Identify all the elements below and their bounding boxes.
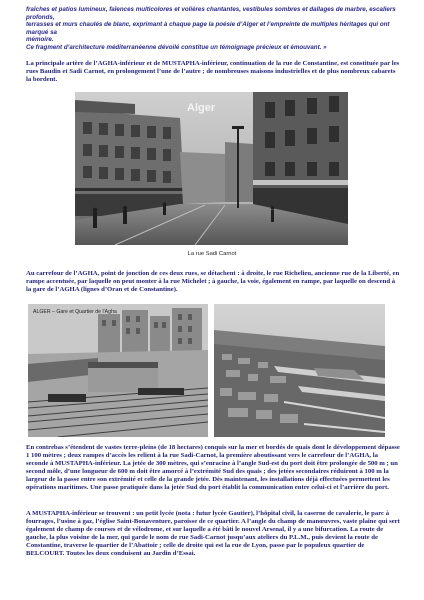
photo-caption: La rue Sadi Carnot	[187, 251, 237, 257]
photo-caption-text: ALGER – Gare et Quartier de l'Agha	[33, 309, 117, 315]
intro-quote	[26, 6, 404, 52]
intro-line: fraîches et patios lumineux, faïences multicolores et volières chantantes, vestibules sombres et dallages de marbre, escaliers profonds,	[26, 6, 396, 21]
street-photo-illustration	[75, 92, 348, 245]
paragraph-carrefour-agha: Au carrefour de l’AGHA, point de jonction de ces deux rues, se détachent : à droite, le rue Richelieu, ancienne rue de la Liberté, en rampe accentuée, par laquelle on peut monter à la rue Michelet ; à gauche, la voie, également en rampe, par laquelle on descend à la gare de l’AGHA (lignes d’Oran et de Constantine).	[26, 270, 400, 294]
photo-aerial-port	[214, 304, 385, 437]
paragraph-mustapha-inferieur: A MUSTAPHA-inférieur se trouvent : un petit lycée (nota : futur lycée Gautier), l’hôpital civil, la caserne de cavalerie, le parc à fourrages, l’usine à gaz, l’église Saint-Bonaventure, paroisse de ce quartier. A l’angle du champ de manœuvres, vaste plaine qui sert également de champ de courses et de vélodrome, et sur laquelle a été bâti le nouvel Arsenal, il y a une bifurcation. La route de gauche, la plus voisine de la mer, qui garde le nom de rue Sadi-Carnot jusqu’aux ateliers du P.L.M., puis devient la route de Constantine, traverse le quartier de l’Abattoir ; celle de droite qui est la rue de Lyon, passe par le populeux quartier de BELCOURT. Toutes les deux conduisent au Jardin d’Essai.	[26, 510, 400, 558]
paragraph-terre-pleins: En contrebas s’étendent de vastes terre-pleins (de 18 hectares) conquis sur la mer et bordés de quais dont le développement dépasse 1 100 mètres ; deux rampes d’accès les relient à la rue Sadi-Carnot, la première aboutissant vers le carrefour de l’AGHA, la seconde à MUSTAPHA-inférieur. La jetée de 300 mètres, qui s’enracine à l’angle Sud-est du port doit être prolongée de 500 m ; un second môle, d’une longueur de 600 m doit être amorcé à l’extrémité Sud des quais ; des jetées secondaires réduiront à 100 m la largeur de la passe entre son extrémité et celle de la grande jetée. Dès maintenant, les installations déjà effectuées permettent les opérations maritimes. Une passe pratiquée dans la jetée Sud du port établit la communication entre celui-ci et l’arrière du port.	[26, 444, 400, 492]
photo-gare-agha	[28, 304, 208, 437]
station-photo-illustration	[28, 304, 208, 437]
photo-rue-sadi-carnot	[75, 92, 348, 245]
aerial-photo-illustration	[214, 304, 385, 437]
photo-sign-text: Alger	[187, 102, 216, 114]
paragraph-rue-baudin-sadi-carnot: La principale artère de l’AGHA-inférieur et de MUSTAPHA-inférieur, continuation de la rue de Constantine, est constituée par les rues Baudin et Sadi Carnot, en prolongement l’une de l’autre ; de nombreuses maisons industrielles et de plus nombreux cabarets la bordent.	[26, 60, 400, 84]
intro-line: mémoire.	[26, 36, 54, 44]
intro-line: Ce fragment d’architecture méditerranéenne dévoilé constitue un témoignage précieux et émouvant. »	[26, 43, 327, 51]
intro-line: terrasses et murs chaulés de blanc, exprimant à chaque page la poésie d’Alger et l’empreinte de multiples héritages qui ont marqué sa	[26, 21, 390, 36]
